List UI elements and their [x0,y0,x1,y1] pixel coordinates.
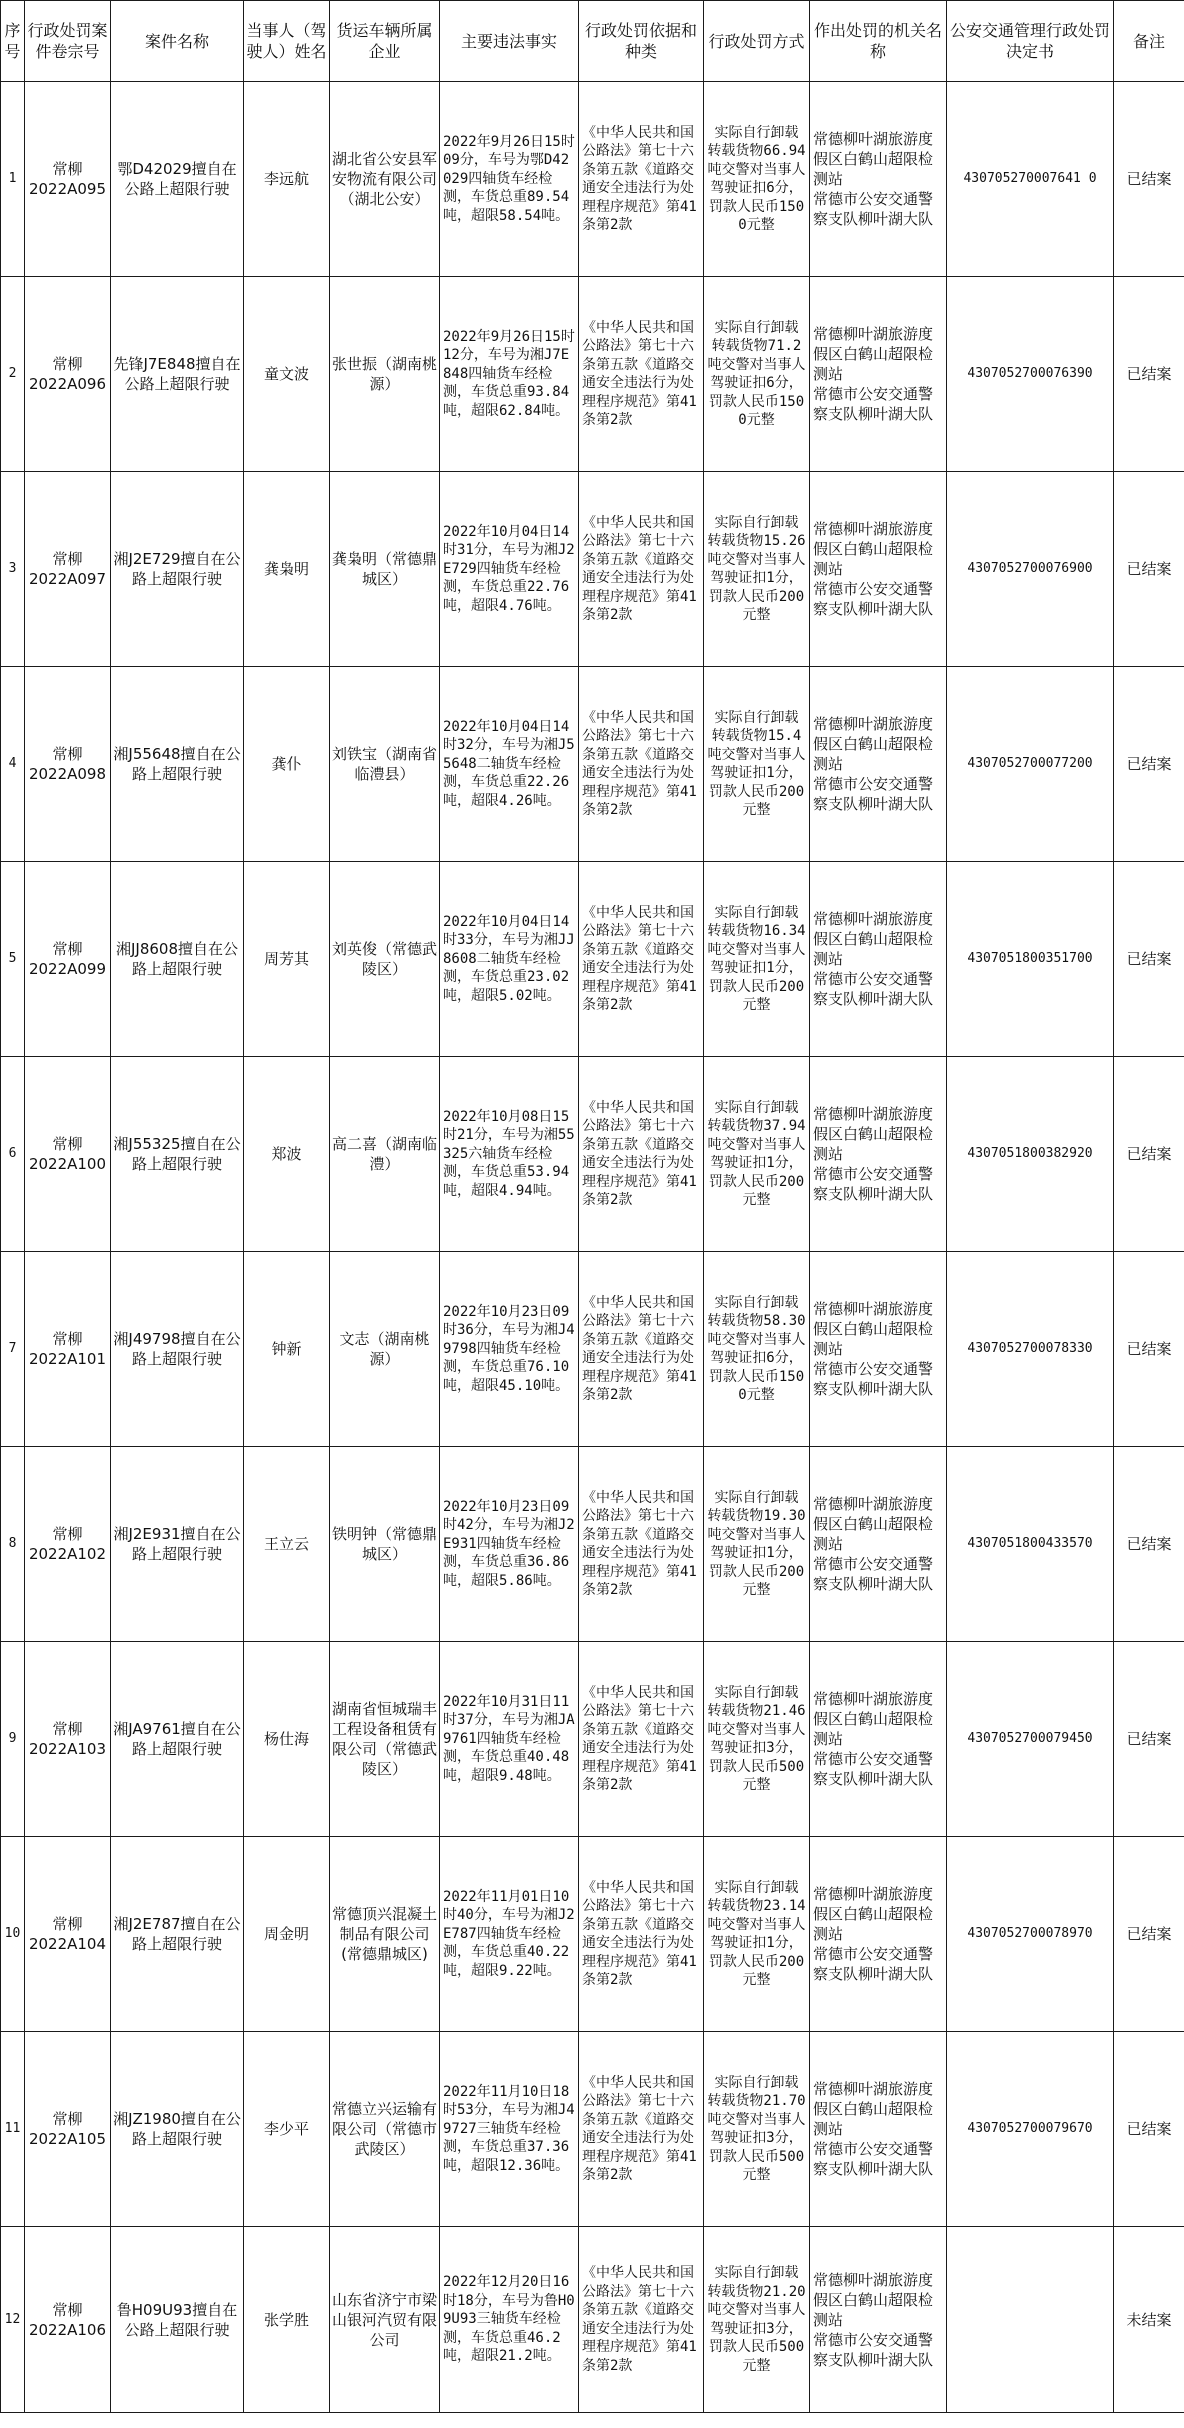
cell-seq: 7 [1,1252,25,1447]
cell-decision: 4307052700077200 [947,667,1114,862]
header-company: 货运车辆所属企业 [330,1,440,82]
cell-seq: 11 [1,2032,25,2227]
cell-party: 王立云 [244,1447,330,1642]
cell-decision: 4307052700079670 [947,2032,1114,2227]
cell-penalty: 实际自行卸载 转载货物37.94吨交警对当事人驾驶证扣1分，罚款人民币200元整 [704,1057,810,1252]
header-remark: 备注 [1114,1,1184,82]
cell-case-no: 常柳 2022A103 [25,1642,111,1837]
cell-fact: 2022年11月01日10时40分，车号为湘J2E787四轴货车经检测，车货总重40.22吨，超限9.22吨。 [440,1837,579,2032]
cell-agency: 常德柳叶湖旅游度假区白鹤山超限检测站 常德市公安交通警察支队柳叶湖大队 [810,667,947,862]
cell-seq: 5 [1,862,25,1057]
cell-remark: 已结案 [1114,1057,1184,1252]
table-row-4 [1,667,1184,862]
cell-agency: 常德柳叶湖旅游度假区白鹤山超限检测站 常德市公安交通警察支队柳叶湖大队 [810,277,947,472]
cell-agency: 常德柳叶湖旅游度假区白鹤山超限检测站 常德市公安交通警察支队柳叶湖大队 [810,2032,947,2227]
cell-penalty: 实际自行卸载 转载货物15.26吨交警对当事人驾驶证扣1分，罚款人民币200元整 [704,472,810,667]
cell-basis: 《中华人民共和国公路法》第七十六条第五款《道路交通安全违法行为处理程序规范》第41条第2款 [579,277,704,472]
table-row-8 [1,1447,1184,1642]
header-row [1,1,1184,82]
cell-remark: 已结案 [1114,862,1184,1057]
cell-company: 常德立兴运输有限公司（常德市武陵区） [330,2032,440,2227]
cell-case-name: 湘J55648擅自在公路上超限行驶 [111,667,244,862]
cell-case-name: 湘J2E931擅自在公路上超限行驶 [111,1447,244,1642]
cell-case-name: 湘J2E787擅自在公路上超限行驶 [111,1837,244,2032]
cell-seq: 4 [1,667,25,862]
cell-case-name: 湘J2E729擅自在公路上超限行驶 [111,472,244,667]
cell-decision: 4307051800382920 [947,1057,1114,1252]
cell-remark: 已结案 [1114,1447,1184,1642]
cell-seq: 1 [1,82,25,277]
table-row-12 [1,2227,1184,2413]
cell-case-name: 湘JJ8608擅自在公路上超限行驶 [111,862,244,1057]
cell-remark: 未结案 [1114,2227,1184,2413]
cell-basis: 《中华人民共和国公路法》第七十六条第五款《道路交通安全违法行为处理程序规范》第41条第2款 [579,1642,704,1837]
cell-case-no: 常柳 2022A099 [25,862,111,1057]
cell-agency: 常德柳叶湖旅游度假区白鹤山超限检测站 常德市公安交通警察支队柳叶湖大队 [810,1642,947,1837]
cell-case-no: 常柳 2022A096 [25,277,111,472]
cell-basis: 《中华人民共和国公路法》第七十六条第五款《道路交通安全违法行为处理程序规范》第41条第2款 [579,1252,704,1447]
table-row-10 [1,1837,1184,2032]
cell-basis: 《中华人民共和国公路法》第七十六条第五款《道路交通安全违法行为处理程序规范》第41条第2款 [579,472,704,667]
cell-company: 高二喜（湖南临澧） [330,1057,440,1252]
cell-remark: 已结案 [1114,2032,1184,2227]
cell-case-no: 常柳 2022A095 [25,82,111,277]
cell-company: 龚枭明（常德鼎城区） [330,472,440,667]
cell-seq: 8 [1,1447,25,1642]
cell-case-name: 湘JA9761擅自在公路上超限行驶 [111,1642,244,1837]
cell-remark: 已结案 [1114,1837,1184,2032]
table-row-5 [1,862,1184,1057]
cell-company: 刘英俊（常德武陵区） [330,862,440,1057]
header-agency: 作出处罚的机关名称 [810,1,947,82]
cell-basis: 《中华人民共和国公路法》第七十六条第五款《道路交通安全违法行为处理程序规范》第41条第2款 [579,1447,704,1642]
cell-fact: 2022年10月04日14时33分，车号为湘JJ8608二轴货车经检测，车货总重23.02吨，超限5.02吨。 [440,862,579,1057]
cell-decision: 430705270007641 0 [947,82,1114,277]
cell-agency: 常德柳叶湖旅游度假区白鹤山超限检测站 常德市公安交通警察支队柳叶湖大队 [810,1057,947,1252]
cell-fact: 2022年9月26日15时12分，车号为湘J7E 848四轴货车经检测，车货总重93.84吨，超限62.84吨。 [440,277,579,472]
header-penalty: 行政处罚方式 [704,1,810,82]
header-party: 当事人（驾驶人）姓名 [244,1,330,82]
cell-company: 湖北省公安县军安物流有限公司（湖北公安） [330,82,440,277]
cell-case-no: 常柳 2022A102 [25,1447,111,1642]
cell-case-no: 常柳 2022A097 [25,472,111,667]
cell-case-name: 湘J49798擅自在公路上超限行驶 [111,1252,244,1447]
cell-agency: 常德柳叶湖旅游度假区白鹤山超限检测站 常德市公安交通警察支队柳叶湖大队 [810,472,947,667]
cell-seq: 12 [1,2227,25,2413]
cell-case-no: 常柳 2022A100 [25,1057,111,1252]
cell-penalty: 实际自行卸载 转载货物15.4吨交警对当事人驾驶证扣1分，罚款人民币200元整 [704,667,810,862]
table-row-3 [1,472,1184,667]
cell-case-name: 湘J55325擅自在公路上超限行驶 [111,1057,244,1252]
cell-agency: 常德柳叶湖旅游度假区白鹤山超限检测站 常德市公安交通警察支队柳叶湖大队 [810,2227,947,2413]
cell-seq: 9 [1,1642,25,1837]
cell-seq: 10 [1,1837,25,2032]
cell-fact: 2022年10月23日09时36分，车号为湘J49798四轴货车经检测，车货总重76.10吨，超限45.10吨。 [440,1252,579,1447]
cell-company: 湖南省恒城瑞丰工程设备租赁有限公司（常德武陵区） [330,1642,440,1837]
cell-remark: 已结案 [1114,667,1184,862]
cell-remark: 已结案 [1114,277,1184,472]
header-case-no: 行政处罚案件卷宗号 [25,1,111,82]
cell-party: 龚仆 [244,667,330,862]
cell-remark: 已结案 [1114,1642,1184,1837]
cell-remark: 已结案 [1114,472,1184,667]
cell-company: 山东省济宁市梁山银河汽贸有限公司 [330,2227,440,2413]
table-row-7 [1,1252,1184,1447]
table-row-9 [1,1642,1184,1837]
cell-penalty: 实际自行卸载 转载货物16.34吨交警对当事人驾驶证扣1分，罚款人民币200元整 [704,862,810,1057]
cell-fact: 2022年10月04日14时31分，车号为湘J2E729四轴货车经检测，车货总重22.76吨，超限4.76吨。 [440,472,579,667]
cell-remark: 已结案 [1114,1252,1184,1447]
cell-agency: 常德柳叶湖旅游度假区白鹤山超限检测站 常德市公安交通警察支队柳叶湖大队 [810,1447,947,1642]
table-row-2 [1,277,1184,472]
header-basis: 行政处罚依据和种类 [579,1,704,82]
cell-company: 张世振（湖南桃源） [330,277,440,472]
cell-party: 童文波 [244,277,330,472]
cell-fact: 2022年11月10日18时53分，车号为湘J49727三轴货车经检测，车货总重37.36吨，超限12.36吨。 [440,2032,579,2227]
cell-penalty: 实际自行卸载 转载货物23.14吨交警对当事人驾驶证扣1分，罚款人民币200元整 [704,1837,810,2032]
table-row-1 [1,82,1184,277]
cell-case-name: 鄂D42029擅自在公路上超限行驶 [111,82,244,277]
cell-case-name: 鲁H09U93擅自在公路上超限行驶 [111,2227,244,2413]
table-row-6 [1,1057,1184,1252]
cell-decision: 4307051800351700 [947,862,1114,1057]
cell-agency: 常德柳叶湖旅游度假区白鹤山超限检测站 常德市公安交通警察支队柳叶湖大队 [810,862,947,1057]
cell-decision: 4307052700078330 [947,1252,1114,1447]
cell-penalty: 实际自行卸载 转载货物19.30吨交警对当事人驾驶证扣1分，罚款人民币200元整 [704,1447,810,1642]
cell-basis: 《中华人民共和国公路法》第七十六条第五款《道路交通安全违法行为处理程序规范》第41条第2款 [579,862,704,1057]
cell-company: 文志（湖南桃源） [330,1252,440,1447]
cell-party: 杨仕海 [244,1642,330,1837]
cell-penalty: 实际自行卸载 转载货物71.2吨交警对当事人驾驶证扣6分，罚款人民币1500元整 [704,277,810,472]
cell-fact: 2022年9月26日15时09分，车号为鄂D42029四轴货车经检测，车货总重89.54吨，超限58.54吨。 [440,82,579,277]
cell-basis: 《中华人民共和国公路法》第七十六条第五款《道路交通安全违法行为处理程序规范》第41条第2款 [579,2032,704,2227]
header-fact: 主要违法事实 [440,1,579,82]
cell-decision [947,2227,1114,2413]
header-seq: 序号 [1,1,25,82]
cell-party: 李远航 [244,82,330,277]
cell-party: 张学胜 [244,2227,330,2413]
cell-case-no: 常柳 2022A104 [25,1837,111,2032]
cell-party: 钟新 [244,1252,330,1447]
cell-fact: 2022年10月08日15时21分，车号为湘55325六轴货车经检测，车货总重53.94吨，超限4.94吨。 [440,1057,579,1252]
cell-case-name: 先锋J7E848擅自在公路上超限行驶 [111,277,244,472]
cell-agency: 常德柳叶湖旅游度假区白鹤山超限检测站 常德市公安交通警察支队柳叶湖大队 [810,82,947,277]
cell-seq: 2 [1,277,25,472]
cell-basis: 《中华人民共和国公路法》第七十六条第五款《道路交通安全违法行为处理程序规范》第41条第2款 [579,1837,704,2032]
cell-party: 周芳其 [244,862,330,1057]
cell-fact: 2022年10月04日14时32分，车号为湘J55648二轴货车经检测，车货总重22.26吨，超限4.26吨。 [440,667,579,862]
cell-fact: 2022年12月20日16时18分，车号为鲁H09U93三轴货车经检测，车货总重46.2吨，超限21.2吨。 [440,2227,579,2413]
cell-agency: 常德柳叶湖旅游度假区白鹤山超限检测站 常德市公安交通警察支队柳叶湖大队 [810,1252,947,1447]
cell-seq: 6 [1,1057,25,1252]
cell-penalty: 实际自行卸载 转载货物21.70吨交警对当事人驾驶证扣3分，罚款人民币500元整 [704,2032,810,2227]
table-row-11 [1,2032,1184,2227]
cell-remark: 已结案 [1114,82,1184,277]
cell-company: 铁明钟（常德鼎城区） [330,1447,440,1642]
table-body [1,82,1184,2413]
cell-basis: 《中华人民共和国公路法》第七十六条第五款《道路交通安全违法行为处理程序规范》第41条第2款 [579,1057,704,1252]
cell-party: 李少平 [244,2032,330,2227]
cell-penalty: 实际自行卸载 转载货物58.30吨交警对当事人驾驶证扣6分，罚款人民币1500元整 [704,1252,810,1447]
cell-penalty: 实际自行卸载 转载货物21.20吨交警对当事人驾驶证扣3分，罚款人民币500元整 [704,2227,810,2413]
cell-penalty: 实际自行卸载 转载货物66.94吨交警对当事人驾驶证扣6分，罚款人民币1500元整 [704,82,810,277]
cell-decision: 4307052700079450 [947,1642,1114,1837]
cell-decision: 4307052700076900 [947,472,1114,667]
cell-decision: 4307051800433570 [947,1447,1114,1642]
cell-case-no: 常柳 2022A106 [25,2227,111,2413]
header-case-name: 案件名称 [111,1,244,82]
cell-company: 常德顶兴混凝土制品有限公司(常德鼎城区) [330,1837,440,2032]
cell-decision: 4307052700078970 [947,1837,1114,2032]
cell-party: 周金明 [244,1837,330,2032]
cell-basis: 《中华人民共和国公路法》第七十六条第五款《道路交通安全违法行为处理程序规范》第41条第2款 [579,82,704,277]
cell-case-no: 常柳 2022A105 [25,2032,111,2227]
header-decision: 公安交通管理行政处罚决定书 [947,1,1114,82]
cell-fact: 2022年10月31日11时37分，车号为湘JA9761四轴货车经检测，车货总重40.48吨，超限9.48吨。 [440,1642,579,1837]
cell-party: 龚枭明 [244,472,330,667]
cell-case-name: 湘JZ1980擅自在公路上超限行驶 [111,2032,244,2227]
cell-party: 郑波 [244,1057,330,1252]
cell-agency: 常德柳叶湖旅游度假区白鹤山超限检测站 常德市公安交通警察支队柳叶湖大队 [810,1837,947,2032]
cell-basis: 《中华人民共和国公路法》第七十六条第五款《道路交通安全违法行为处理程序规范》第41条第2款 [579,667,704,862]
cell-seq: 3 [1,472,25,667]
cell-fact: 2022年10月23日09时42分，车号为湘J2E931四轴货车经检测，车货总重36.86吨，超限5.86吨。 [440,1447,579,1642]
cell-decision: 4307052700076390 [947,277,1114,472]
cell-case-no: 常柳 2022A098 [25,667,111,862]
cell-penalty: 实际自行卸载 转载货物21.46吨交警对当事人驾驶证扣3分，罚款人民币500元整 [704,1642,810,1837]
cell-case-no: 常柳 2022A101 [25,1252,111,1447]
cell-company: 刘铁宝（湖南省临澧县） [330,667,440,862]
cell-basis: 《中华人民共和国公路法》第七十六条第五款《道路交通安全违法行为处理程序规范》第41条第2款 [579,2227,704,2413]
